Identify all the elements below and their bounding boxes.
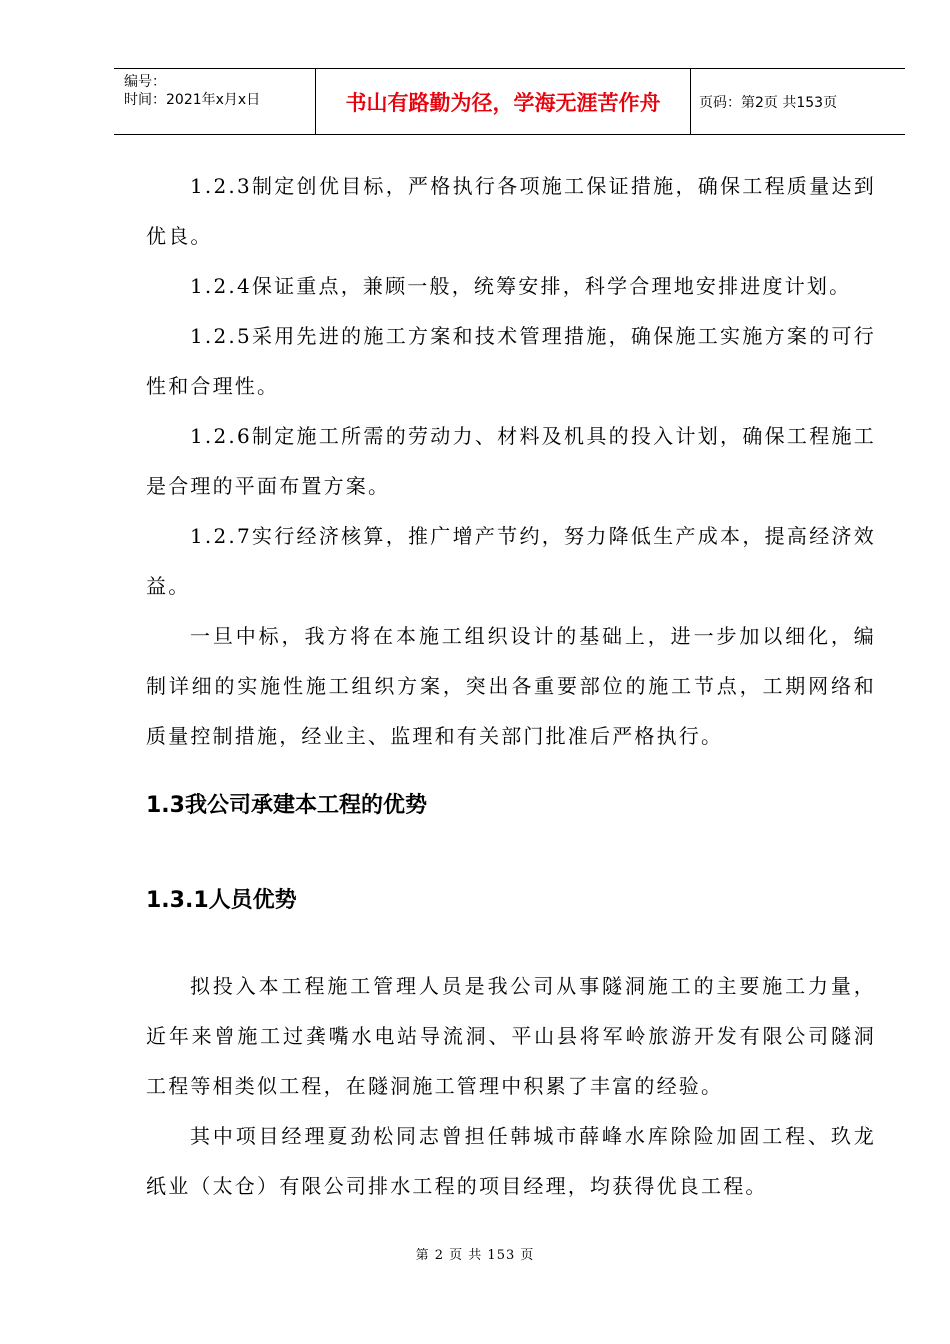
heading-1-3-1: 1.3.1人员优势 [146, 888, 297, 913]
paragraph-1-2-6: 1.2.6制定施工所需的劳动力、材料及机具的投入计划，确保工程施工是合理的平面布置方案。 [146, 424, 876, 498]
header-meta [114, 69, 316, 134]
header-motto-cell [316, 69, 691, 134]
paragraph-1-2-3: 1.2.3制定创优目标，严格执行各项施工保证措施，确保工程质量达到优良。 [146, 174, 876, 248]
paragraph-1-2-4: 1.2.4保证重点，兼顾一般，统筹安排，科学合理地安排进度计划。 [190, 274, 852, 298]
paragraph-1-2-7: 1.2.7实行经济核算，推广增产节约，努力降低生产成本，提高经济效益。 [146, 524, 876, 598]
paragraph-personnel: 拟投入本工程施工管理人员是我公司从事隧洞施工的主要施工力量，近年来曾施工过龚嘴水电站导流洞、平山县将军岭旅游开发有限公司隧洞工程等相类似工程，在隧洞施工管理中积累了丰富的经验。 [146, 974, 876, 1098]
paragraph-bid-plan: 一旦中标，我方将在本施工组织设计的基础上，进一步加以细化，编制详细的实施性施工组织方案，突出各重要部位的施工节点，工期网络和质量控制措施，经业主、监理和有关部门批准后严格执行。 [146, 624, 876, 748]
header-page-cell [691, 69, 905, 134]
page-footer: 第 2 页 共 153 页 [415, 1248, 535, 1263]
section-1-2-body [146, 161, 876, 761]
page-header [114, 68, 905, 135]
header-page-info: 页码：第2页 共153页 [699, 94, 838, 111]
paragraph-1-2-5: 1.2.5采用先进的施工方案和技术管理措施，确保施工实施方案的可行性和合理性。 [146, 324, 876, 398]
header-time-label: 时间：2021年x月x日 [124, 92, 261, 108]
heading-1-3: 1.3我公司承建本工程的优势 [146, 793, 427, 818]
header-number-label: 编号： [124, 74, 166, 90]
paragraph-project-manager: 其中项目经理夏劲松同志曾担任韩城市薛峰水库除险加固工程、玖龙纸业（太仓）有限公司排水工程的项目经理，均获得优良工程。 [146, 1124, 876, 1198]
section-1-3-1-body [146, 961, 876, 1211]
header-motto: 书山有路勤为径，学海无涯苦作舟 [345, 90, 661, 115]
